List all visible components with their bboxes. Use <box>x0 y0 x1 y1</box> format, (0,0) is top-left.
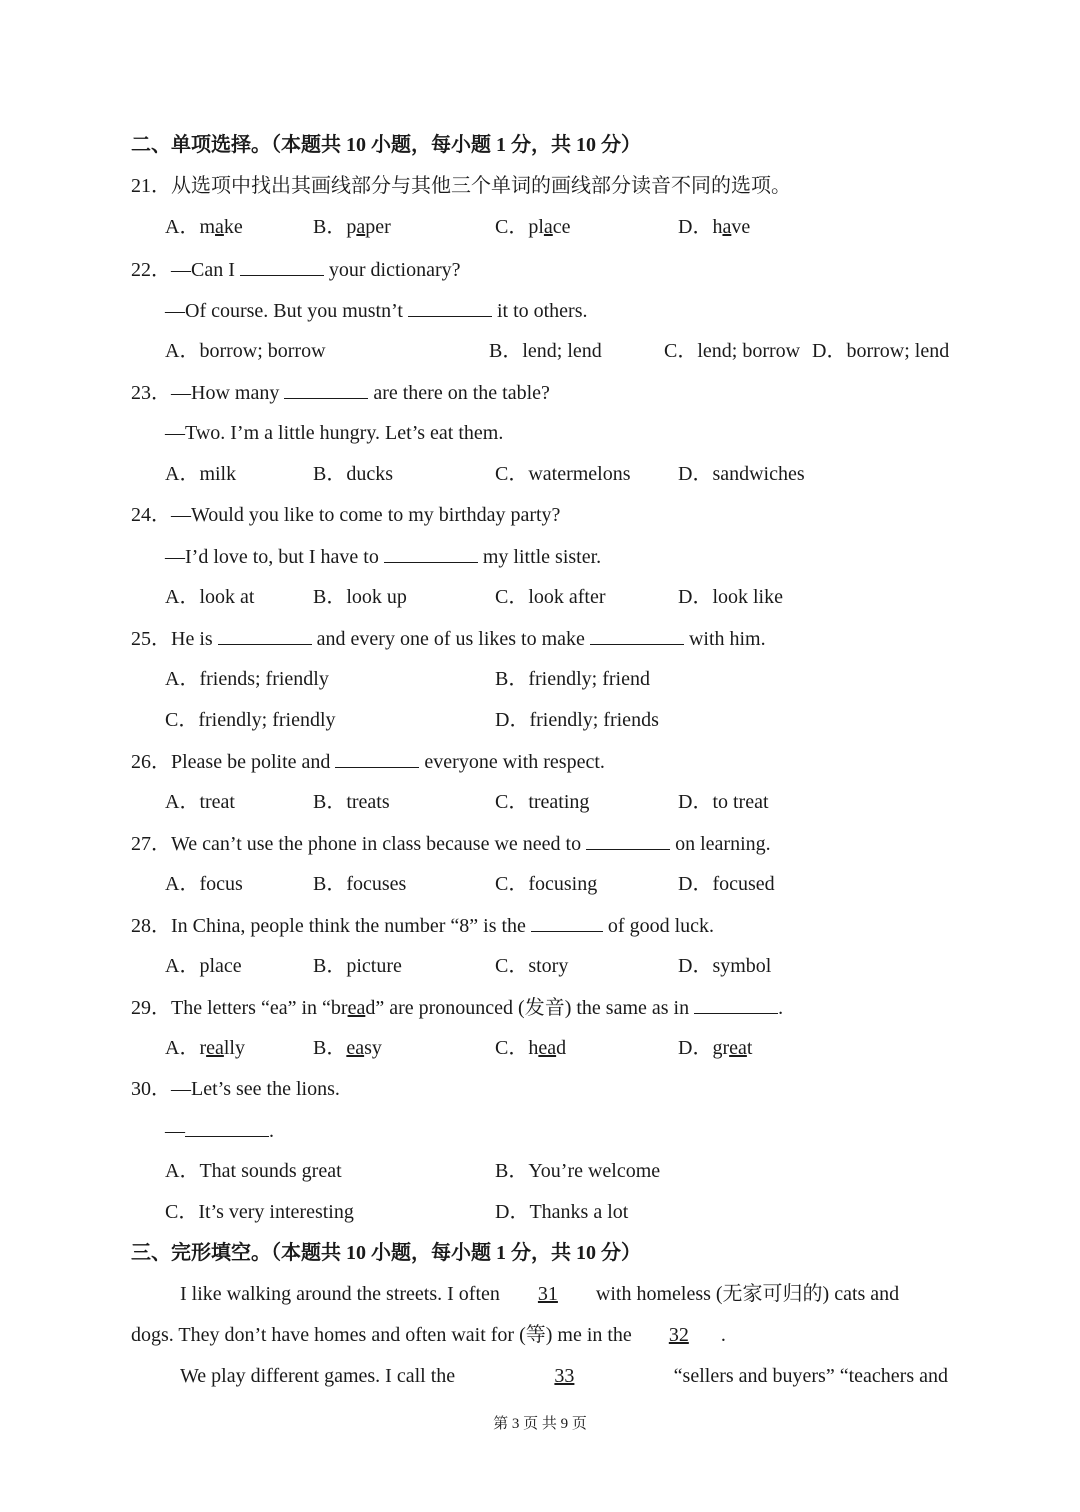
q22-option-c: C．lend; borrow <box>664 340 801 362</box>
q28-option-a: A．place <box>165 955 242 977</box>
question-30-stem: 30．—Let’s see the lions. <box>131 1078 340 1100</box>
q23-option-d: D．sandwiches <box>678 463 805 485</box>
q24-option-b: B．look up <box>313 586 407 608</box>
q26-option-a: A．treat <box>165 791 235 813</box>
question-26-stem: 26．Please be polite and everyone with respect. <box>131 751 605 773</box>
q21-option-a: A．make <box>165 216 243 238</box>
q22-option-a: A．borrow; borrow <box>165 340 326 362</box>
answer-blank <box>590 626 684 645</box>
q27-option-b: B．focuses <box>313 873 407 895</box>
q22-option-b: B．lend; lend <box>489 340 602 362</box>
question-24-line2: —I’d love to, but I have to my little sister. <box>165 546 602 568</box>
section-2-title: 二、单项选择。（本题共 10 小题，每小题 1 分，共 10 分） <box>131 134 641 156</box>
q27-option-c: C．focusing <box>495 873 598 895</box>
question-27-stem: 27．We can’t use the phone in class because we need to on learning. <box>131 833 771 855</box>
q27-option-d: D．focused <box>678 873 775 895</box>
q21-option-b: B．paper <box>313 216 391 238</box>
question-23-line2: —Two. I’m a little hungry. Let’s eat them. <box>165 422 504 444</box>
answer-blank <box>218 626 312 645</box>
question-22-stem: 22．—Can I your dictionary? <box>131 259 461 281</box>
blank-32: 32 <box>668 1324 689 1346</box>
answer-blank <box>408 298 492 317</box>
answer-blank <box>335 749 419 768</box>
answer-blank <box>284 380 368 399</box>
question-23-stem: 23．—How many are there on the table? <box>131 382 550 404</box>
q26-option-c: C．treating <box>495 791 590 813</box>
q21-option-c: C．place <box>495 216 571 238</box>
question-30-line2: — . <box>165 1120 274 1142</box>
answer-blank <box>240 257 324 276</box>
q30-option-d: D．Thanks a lot <box>495 1201 629 1223</box>
q28-option-c: C．story <box>495 955 569 977</box>
q25-option-c: C．friendly; friendly <box>165 709 336 731</box>
answer-blank <box>694 995 778 1014</box>
question-25-stem: 25．He is and every one of us likes to make with him. <box>131 628 766 650</box>
answer-blank <box>531 913 603 932</box>
q30-option-b: B．You’re welcome <box>495 1160 661 1182</box>
answer-blank <box>185 1118 269 1137</box>
q24-option-a: A．look at <box>165 586 255 608</box>
passage-line-2: dogs. They don’t have homes and often wait for (等) me in the 32 . <box>131 1324 726 1346</box>
blank-33: 33 <box>554 1365 575 1387</box>
question-28-stem: 28．In China, people think the number “8” is the of good luck. <box>131 915 715 937</box>
q28-option-d: D．symbol <box>678 955 772 977</box>
q30-option-a: A．That sounds great <box>165 1160 342 1182</box>
q25-option-a: A．friends; friendly <box>165 668 329 690</box>
answer-blank <box>384 544 478 563</box>
question-24-stem: 24．—Would you like to come to my birthday party? <box>131 504 561 526</box>
q27-option-a: A．focus <box>165 873 243 895</box>
q30-option-c: C．It’s very interesting <box>165 1201 354 1223</box>
q23-option-b: B．ducks <box>313 463 393 485</box>
q21-option-d: D．have <box>678 216 751 238</box>
q29-option-c: C．head <box>495 1037 567 1059</box>
q23-option-c: C．watermelons <box>495 463 631 485</box>
passage-line-1: I like walking around the streets. I often 31 with homeless (无家可归的) cats and <box>180 1283 900 1305</box>
q25-option-d: D．friendly; friends <box>495 709 659 731</box>
q26-option-d: D．to treat <box>678 791 769 813</box>
blank-31: 31 <box>537 1283 558 1305</box>
section-3-title: 三、完形填空。（本题共 10 小题，每小题 1 分，共 10 分） <box>131 1242 641 1264</box>
q23-option-a: A．milk <box>165 463 237 485</box>
q29-option-d: D．great <box>678 1037 753 1059</box>
q26-option-b: B．treats <box>313 791 390 813</box>
question-29-stem: 29．The letters “ea” in “bread” are pronounced (发音) the same as in . <box>131 997 784 1019</box>
answer-blank <box>586 831 670 850</box>
q25-option-b: B．friendly; friend <box>495 668 650 690</box>
question-22-line2: —Of course. But you mustn’t it to others. <box>165 300 588 322</box>
q29-option-b: B．easy <box>313 1037 382 1059</box>
question-21-stem: 21．从选项中找出其画线部分与其他三个单词的画线部分读音不同的选项。 <box>131 175 791 197</box>
q24-option-d: D．look like <box>678 586 783 608</box>
page-footer: 第 3 页 共 9 页 <box>493 1416 587 1432</box>
passage-line-3: We play different games. I call the 33 “sellers and buyers” “teachers and <box>180 1365 948 1387</box>
q29-option-a: A．really <box>165 1037 245 1059</box>
q28-option-b: B．picture <box>313 955 402 977</box>
q22-option-d: D．borrow; lend <box>812 340 950 362</box>
q24-option-c: C．look after <box>495 586 606 608</box>
